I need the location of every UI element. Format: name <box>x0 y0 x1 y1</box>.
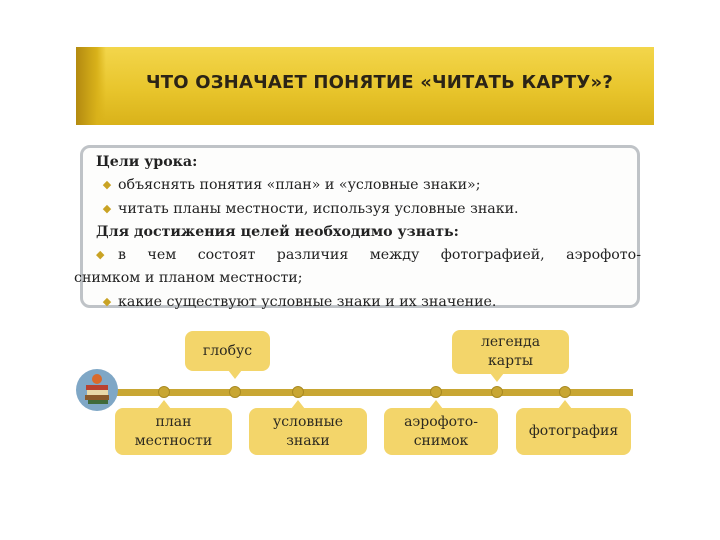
bullet-diamond-icon: ◆ <box>102 201 112 215</box>
learn-subheading: Для достижения целей необходимо узнать: <box>96 223 459 240</box>
card-pointer <box>490 373 504 382</box>
page-title: ЧТО ОЗНАЧАЕТ ПОНЯТИЕ «ЧИТАТЬ КАРТУ»? <box>146 72 613 93</box>
goals-heading: Цели урока: <box>96 154 198 170</box>
bullet-diamond-icon: ◆ <box>96 248 105 262</box>
timeline-dot <box>292 386 304 398</box>
card-aerial-photo: аэрофото- снимок <box>384 408 498 455</box>
card-conventional-signs: условные знаки <box>249 408 367 455</box>
bullet-diamond-icon: ◆ <box>102 178 112 192</box>
books-icon <box>76 369 118 411</box>
timeline-dot <box>491 386 503 398</box>
card-terrain-plan: план местности <box>115 408 232 455</box>
timeline-dot <box>158 386 170 398</box>
timeline-dot <box>559 386 571 398</box>
card-globe: глобус <box>185 331 270 371</box>
timeline-dot <box>229 386 241 398</box>
goal-item: ◆ объяснять понятия «план» и «условные знаки»; <box>96 174 641 197</box>
card-photograph: фотография <box>516 408 631 455</box>
timeline-dot <box>430 386 442 398</box>
card-map-legend: легенда карты <box>452 330 569 374</box>
learn-item: ◆ какие существуют условные знаки и их значение. <box>96 291 641 314</box>
bullet-diamond-icon: ◆ <box>102 294 112 308</box>
timeline-bar <box>110 389 633 396</box>
card-pointer <box>228 370 242 379</box>
learn-item-continuation: снимком и планом местности; <box>74 270 303 287</box>
goal-item: ◆ читать планы местности, используя условные знаки. <box>96 198 641 221</box>
learn-item: ◆ в чем состоят различия между фотографией, аэрофото- <box>96 244 641 267</box>
